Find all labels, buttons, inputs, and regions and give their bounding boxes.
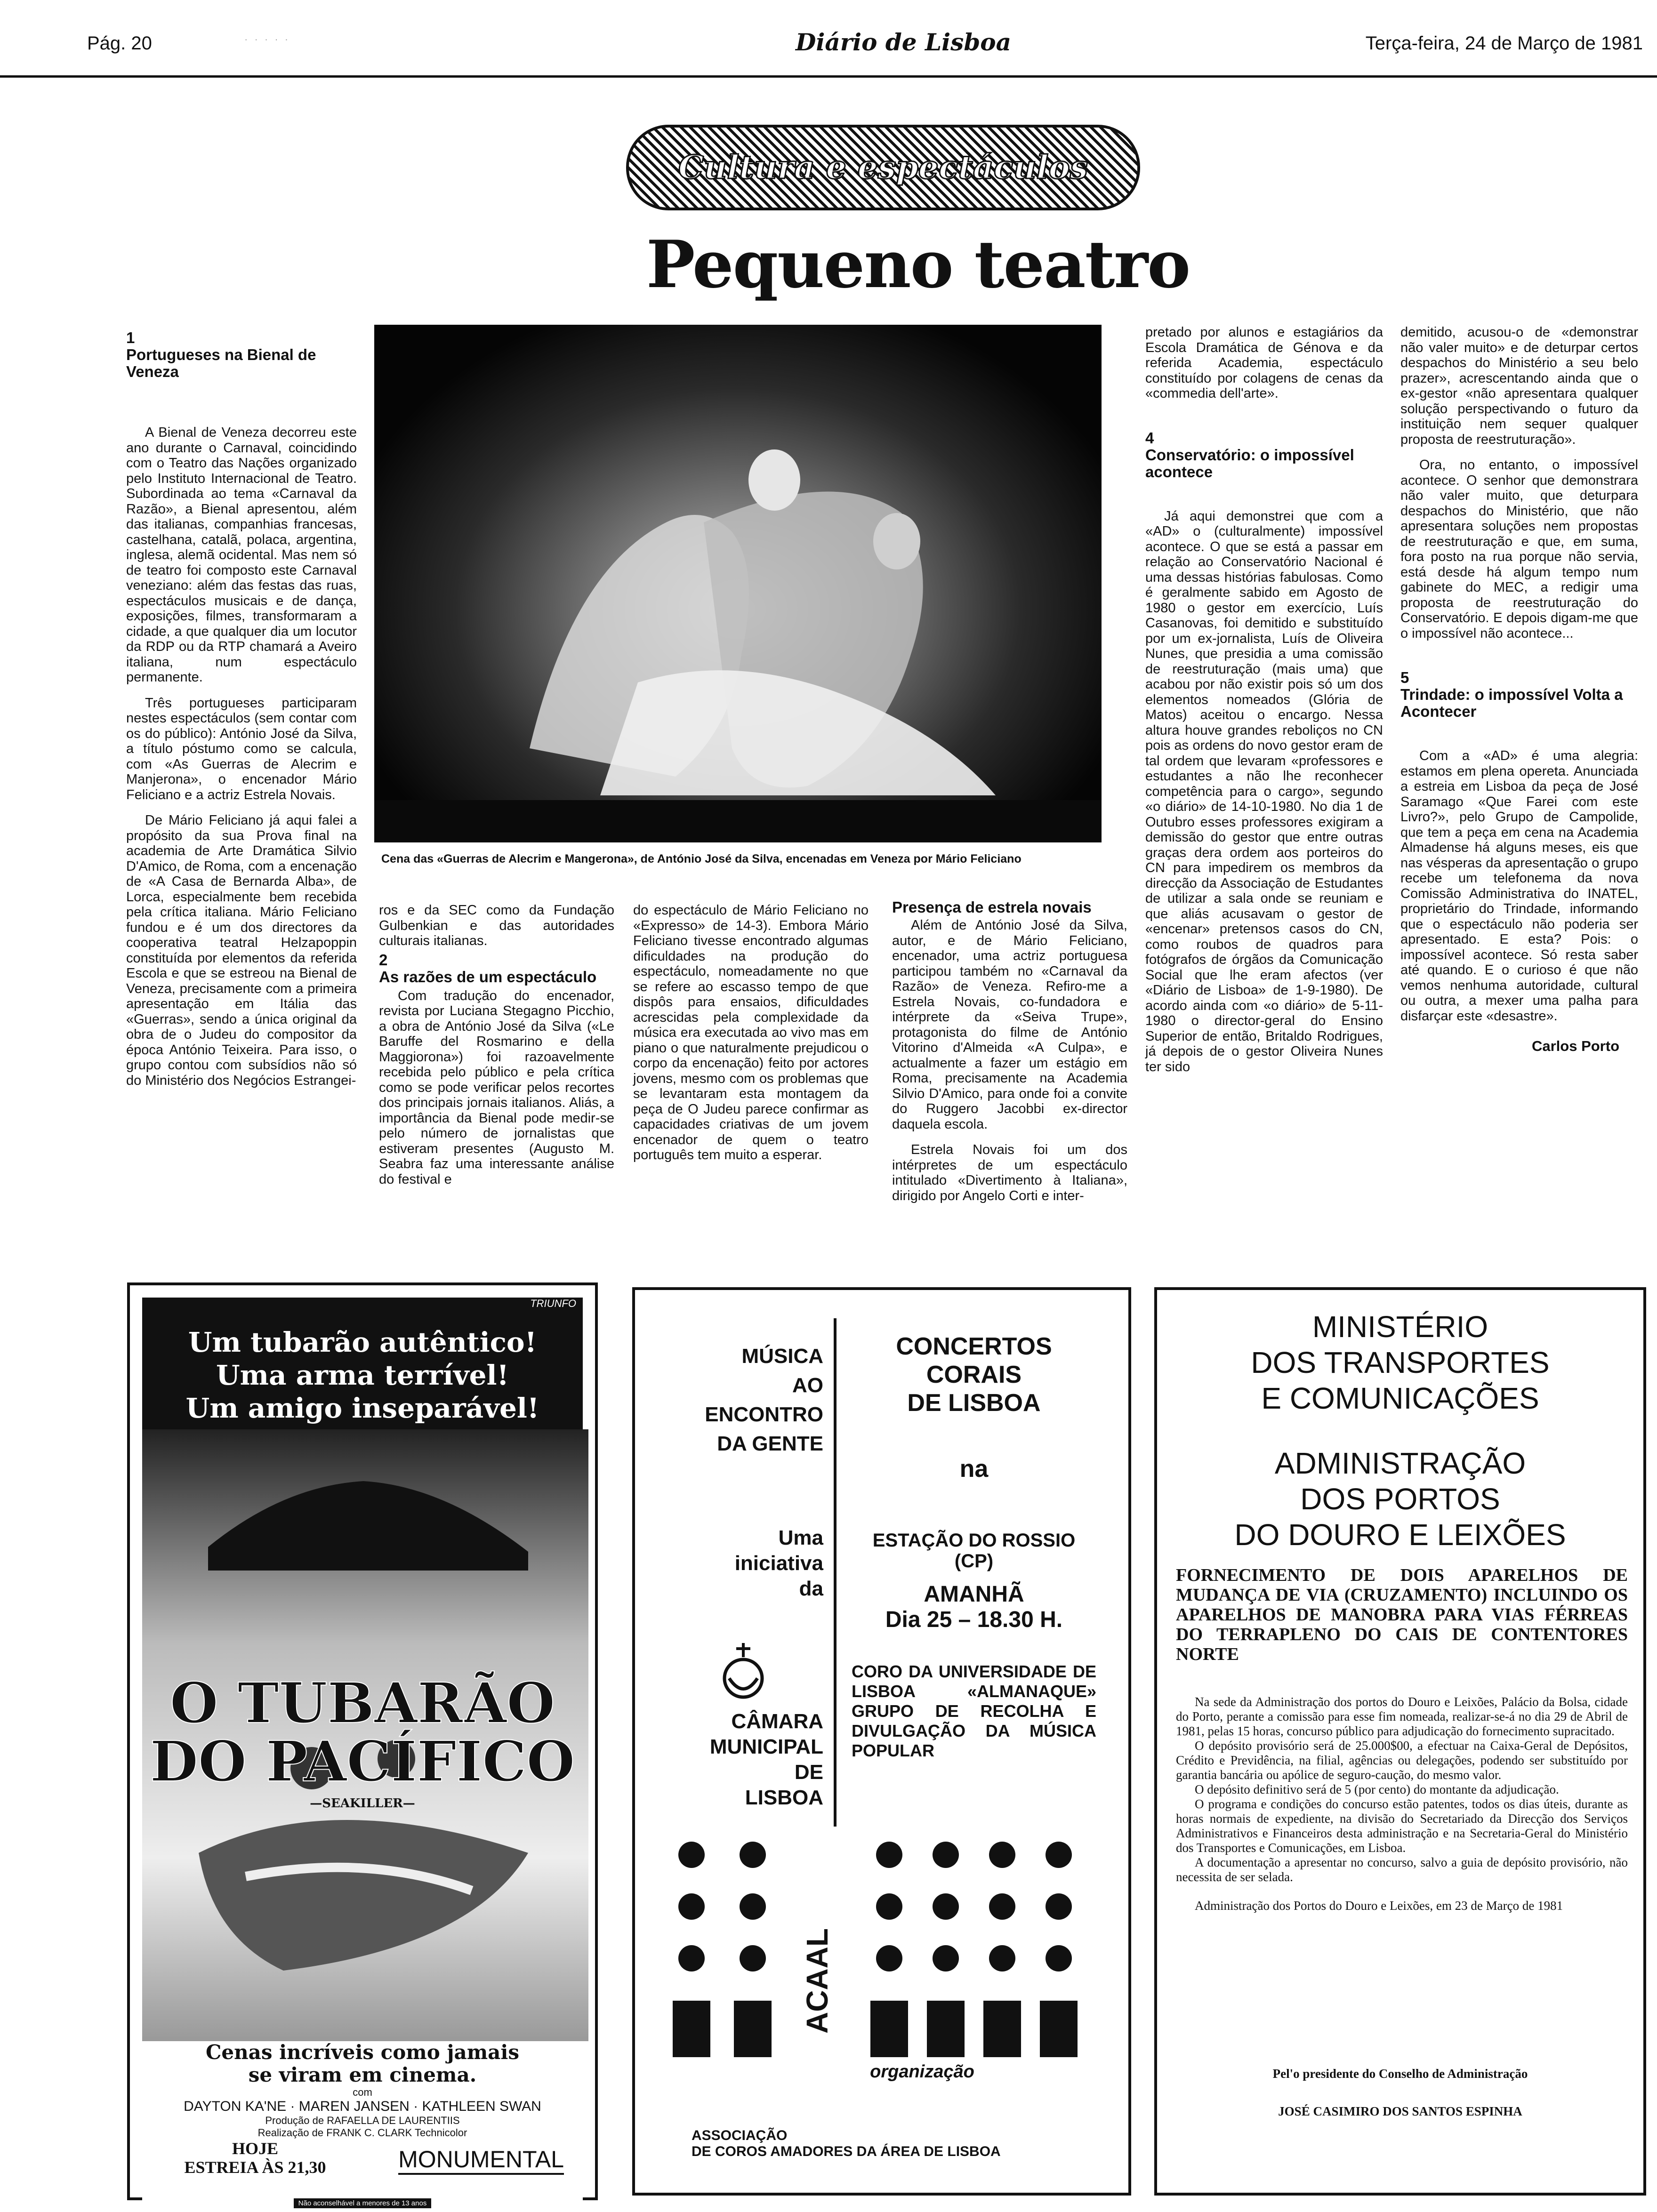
campaign-title-line: DA GENTE [717, 1432, 823, 1455]
campaign-title [687, 1342, 823, 1459]
film-poster [142, 1298, 583, 2207]
film-title [142, 1670, 583, 1794]
na-label: na [959, 1455, 989, 1483]
choir-figure-body [870, 2001, 908, 2057]
tagline: Um amigo inseparável! [185, 1392, 539, 1424]
concert-advertisement [632, 1287, 1131, 2196]
paragraph: ros e da SEC como da Fundação Gulbenkian e das autoridades culturais italianas. [379, 903, 614, 948]
choir-figures-icon [663, 1836, 1106, 2062]
paragraph: Estrela Novais foi um dos intérpretes de um espectáculo intitulado «Divertimento à Italiana», dirigido por Angelo Corti e inter- [892, 1142, 1127, 1203]
campaign-title-line: MÚSICA [741, 1345, 823, 1368]
subheading-1 [126, 329, 357, 380]
city-council [687, 1709, 823, 1811]
film-taglines [142, 1326, 583, 1425]
subheading-4 [1145, 430, 1383, 481]
tender-body [1176, 1695, 1628, 1913]
campaign-title-line: ENCONTRO [705, 1403, 823, 1426]
section-title: Cultura e espectáculos [678, 149, 1088, 186]
administration-line: DOS PORTOS [1300, 1482, 1500, 1516]
venue-line: ESTAÇÃO DO ROSSIO [872, 1530, 1076, 1551]
city-council-line: MUNICIPAL [709, 1735, 823, 1758]
film-slogan [142, 2041, 583, 2086]
paragraph: pretado por alunos e estagiários da Escola Dramática de Génova e da referida Academia, espectáculo constituído por colagens de cenas da «commedia dell'arte». [1145, 325, 1383, 401]
concert-venue [842, 1530, 1106, 1571]
paragraph: O depósito definitivo será de 5 (por cento) do montante da adjudicação. [1195, 1782, 1559, 1796]
film-credits-panel [142, 2041, 583, 2211]
subheading-title: As razões de um espectáculo [379, 968, 597, 986]
choir-figure-head [989, 1842, 1015, 1868]
headline: Pequeno teatro [646, 226, 1190, 303]
signatory: JOSÉ CASIMIRO DOS SANTOS ESPINHA [1278, 2104, 1522, 2118]
city-council-line: DE [794, 1761, 823, 1784]
initiative-line: da [799, 1577, 823, 1600]
administration-line: ADMINISTRAÇÃO [1274, 1446, 1526, 1480]
choir-figure-body [673, 2001, 710, 2057]
paragraph: Além de António José da Silva, autor, e de Mário Feliciano, encenador, uma actriz portuguesa participou também no «Carnaval da Razão» de Veneza. Refiro-me a Estrela Novais, co-fundadora e intérprete da «Seiva Trupe», protagonista do filme de António Vitorino d'Almeida «A Culpa», e actualmente a fazer um estágio em Roma, precisamente na Academia Silvio D'Amico, para onde foi a convite do Ruggero Jacobbi ex-director daquela escola. [892, 918, 1127, 1132]
film-title-line: O TUBARÃO [169, 1670, 555, 1736]
article-column-6 [1400, 325, 1638, 1055]
choir-figure-head [678, 1893, 705, 1920]
paragraph: O programa e condições do concurso estão patentes, todos os dias úteis, durante as horas normais de expediente, na divisão do Secretariado da Direcção dos Serviços Administrativos e Financeiros desta administração e na Secretaria-Geral do Ministério dos Transportes e Comunicações, em Lisboa. [1176, 1797, 1628, 1855]
article-column-1 [126, 329, 357, 1088]
subheading-3: Presença de estrela novais [892, 898, 1092, 916]
choir-figure-head [933, 1893, 959, 1920]
paragraph: Já aqui demonstrei que com a «AD» o (culturalmente) impossível acontece. O que se está a passar em relação ao Conservatório Nacional é uma dessas histórias fabulosas. Como é geralmente sabido em Agosto de 1980 o gestor em exercício, Luís Casanovas, foi demitido e substituído por um ex-jornalista, Luís de Oliveira Nunes, que presidia a uma comissão de reestruturação (mais uma) que acabou por não existir pois só um dos elementos nomeados (Glória de Matos) aceitou o encargo. Nessa altura houve grandes reboliços no CN pois as ordens do novo gestor eram de tal ordem que levaram «professores e estudantes a não lhe reconhecer competência para o cargo», segundo «o diário» de 14-10-1980. No dia 1 de Outubro esses professores exigiram a demissão do gestor que entre outras graças dera ordem aos porteiros do CN para impedirem os membros da direcção da Associação de Estudantes de utilizar a sala onde se reuniam e que aliás acusavam o gestor de «encenar» pretensos casos do CN, como roubos de quadros para fotógrafos de órgãos da Comunicação Social que lhe eram afectos (ver «Diário de Lisboa» de 1-9-1980). De acordo ainda com «o diário» de 5-11-1980 o director-geral do Ensino Superior de então, Britaldo Rodrigues, já depois de o gestor Oliveira Nunes ter sido [1145, 508, 1383, 1074]
subheading-title: Conservatório: o impossível acontece [1145, 446, 1354, 481]
print-smudge: ˙ ˙ ˙ ˙ ˙ [245, 38, 291, 49]
campaign-title-line: AO [792, 1374, 823, 1397]
signed-by: Pel'o presidente do Conselho de Administração [1272, 2067, 1528, 2081]
subheading-number: 5 [1400, 669, 1409, 686]
lisbon-coat-of-arms-icon [715, 1638, 772, 1704]
tagline: Uma arma terrível! [216, 1359, 509, 1391]
tagline: Um tubarão autêntico! [188, 1326, 537, 1358]
concert-title-line: CONCERTOS [896, 1333, 1052, 1360]
article-column-4 [892, 899, 1127, 1203]
choir-figure-head [678, 1842, 705, 1868]
organizer-name [692, 2128, 1115, 2160]
slogan-line: se viram em cinema. [248, 2063, 477, 2086]
tender-notice [1154, 1287, 1646, 2196]
organizer-line: DE COROS AMADORES DA ÁREA DE LISBOA [692, 2144, 1001, 2159]
city-council-line: LISBOA [745, 1786, 823, 1809]
article-column-2 [379, 903, 614, 1187]
choir-figure-head [740, 1945, 766, 1972]
choir-figure-head [1046, 1893, 1072, 1920]
film-cast: DAYTON KA'NE · MAREN JANSEN · KATHLEEN SWAN [184, 2099, 541, 2114]
paragraph: do espectáculo de Mário Feliciano no «Expresso» de 14-3). Embora Mário Feliciano tivesse encontrado algumas dificuldades na produção do espectáculo, nomeadamente no que se refere ao escasso tempo de que dispôs para ensaios, dificuldades acrescidas pela complexidade da música era executada ao vivo mas em piano o que naturalmente prejudicou o corpo da encenação) feito por actores jovens, mesmo com os problemas que se levantaram esta montagem da peça de O Judeu parece confirmar as capacidades criativas de um jovem encenador de quem o teatro português tem muito a esperar. [633, 903, 869, 1162]
choir-figure-head [933, 1945, 959, 1972]
choir-figure-head [1046, 1945, 1072, 1972]
subheading-title: Portugueses na Bienal de Veneza [126, 346, 316, 380]
concert-title-line: CORAIS [926, 1361, 1022, 1388]
paragraph: Na sede da Administração dos portos do Douro e Leixões, Palácio da Bolsa, cidade do Porto, perante a comissão para esse fim nomeada, realizar-se-á no dia 29 de Abril de 1981, pelas 15 horas, concurso público para adjudicação do fornecimento supracitado. [1176, 1695, 1628, 1738]
concert-title [842, 1332, 1106, 1417]
paragraph: De Mário Feliciano já aqui falei a propósito da sua Prova final na academia de Arte Dramática Silvio D'Amico, de Roma, com a encenação de «A Casa de Bernarda Alba», de Lorca, especialmente bem recebida pela crítica italiana. Mário Feliciano fundou e é um dos directores da cooperativa teatral Helzapoppin constituída por elementos da referida Escola e que se estreou na Bienal de Veneza, precisamente com a primeira apresentação em Itália das «Guerras», sendo a única original da obra de o Judeu do compositor da época António Teixeira. Para isso, o grupo contou com subsídios não só do Ministério dos Negócios Estrangei- [126, 813, 357, 1088]
administration-name [1157, 1445, 1643, 1553]
choir-figure-head [740, 1893, 766, 1920]
paragraph: Ora, no entanto, o impossível acontece. O senhor que demonstrara não valer muito, que deturpara despachos do Ministério, que não apresentara soluções nem propostas de reestruturação e que, em suma, fora posto na rua porque não servia, está desde há algum tempo num gabinete do MEC, a redigir uma proposta de reestruturação do Conservatório. E depois digam-me que o impossível não acontece... [1400, 457, 1638, 641]
ministry-line: MINISTÉRIO [1312, 1310, 1488, 1344]
today-label: HOJE [232, 2139, 278, 2158]
masthead [0, 14, 1657, 78]
film-title-line: DO PACÍFICO [150, 1729, 575, 1794]
organizer-line: ASSOCIAÇÃO [692, 2128, 788, 2143]
paragraph: Com a «AD» é uma alegria: estamos em plena opereta. Anunciada a estreia em Lisboa da peça de José Saramago «Que Farei com este Livro?», pelo Grupo de Campolide, que tem a peça em cena na Academia Almadense há alguns meses, eis que nas vésperas da apresentação o grupo recebe um telefonema da nova Comissão Administrativa do INATEL, proprietário do Trindade, informando que o espectáculo não poderia ser apresentado. E esta? Pois: o impossível acontece. Só resta saber até quando. E o curioso é que não vemos nenhuma autoridade, cultural ou outra, a mexer uma palha para disfarçar este «desastre». [1400, 748, 1638, 1024]
initiative-line: iniciativa [734, 1552, 823, 1575]
choir-figure-body [927, 2001, 965, 2057]
subheading-number: 1 [126, 329, 135, 346]
choir-figure-body [1040, 2001, 1078, 2057]
theatre-scene-image [374, 325, 1102, 842]
concert-title-line: DE LISBOA [907, 1389, 1041, 1417]
with-label: com [353, 2086, 372, 2098]
slogan-line: Cenas incríveis como jamais [206, 2041, 519, 2064]
author-byline: Carlos Porto [1531, 1038, 1619, 1054]
article-photo [374, 325, 1102, 842]
film-producer: Produção de RAFAELLA DE LAURENTIIS [265, 2115, 460, 2126]
city-council-line: CÂMARA [731, 1710, 823, 1733]
choir-figure-head [740, 1842, 766, 1868]
venue-line: (CP) [954, 1551, 994, 1571]
choir-figure-head [989, 1945, 1015, 1972]
section-banner [626, 125, 1140, 210]
administration-line: DO DOURO E LEIXÕES [1234, 1518, 1566, 1552]
film-director: Realização de FRANK C. CLARK Technicolor [257, 2127, 467, 2139]
choir-figure-head [1046, 1842, 1072, 1868]
paragraph: Com tradução do encenador, revista por Luciana Stegagno Picchio, a obra de António José da Silva («Le Baruffe del Rosmarino e della Maggiorona») foi razoavelmente recebida pelo público e pela crítica como se pode verificar pelos recortes dos principais jornais italianos. Aliás, a importância da Bienal pode medir-se pelo número de jornalistas que estiveram presentes (Augusto M. Seabra faz uma interessante análise do festival e [379, 988, 614, 1187]
choir-figure-head [876, 1945, 902, 1972]
ministry-line: E COMUNICAÇÕES [1261, 1381, 1539, 1415]
choir-figure-head [678, 1945, 705, 1972]
ministry-line: DOS TRANSPORTES [1251, 1346, 1550, 1379]
paragraph: A documentação a apresentar no concurso, salvo a guia de depósito provisório, não necessita de ser selada. [1176, 1855, 1628, 1884]
issue-date: Terça-feira, 24 de Março de 1981 [1365, 33, 1643, 54]
subheading-number: 2 [379, 951, 388, 969]
subheading-2 [379, 952, 614, 986]
datetime-line: AMANHÃ [924, 1582, 1024, 1607]
distributor-label: TRIUNFO [530, 1298, 576, 1309]
performing-choirs: CORO DA UNIVERSIDADE DE LISBOA «ALMANAQUE» GRUPO DE RECOLHA E DIVULGAÇÃO DA MÚSICA POPULAR [852, 1662, 1096, 1760]
choir-figure-body [734, 2001, 772, 2057]
dateline: Administração dos Portos do Douro e Leixões, em 23 de Março de 1981 [1195, 1899, 1563, 1913]
article-column-5 [1145, 325, 1383, 1074]
subheading-5 [1400, 669, 1638, 720]
cinema-name: MONUMENTAL [398, 2146, 564, 2175]
ministry-name [1157, 1309, 1643, 1416]
subheading-number: 4 [1145, 429, 1154, 447]
screening-info [170, 2139, 340, 2177]
paragraph: A Bienal de Veneza decorreu este ano durante o Carnaval, coincidindo com o Teatro das Nações organizado pelo Instituto Internacional de Teatro. Subordinada ao tema «Carnaval da Razão», a Bienal apresentou, além das italianas, companhias francesas, castelhana, catalã, polaca, argentina, inglesa, alemã ocidental. Mas nem só de teatro foi composto este Carnaval veneziano: além das festas das ruas, espectáculos musicais e de dança, exposições, filmes, transformaram a cidade, a que qualquer dia um locutor da RDP ou da RTP chamará a Aveiro italiana, num espectáculo permanente. [126, 425, 357, 685]
original-title: —SEAKILLER— [310, 1796, 415, 1811]
initiative-label [687, 1525, 823, 1602]
choir-figure-body [983, 2001, 1021, 2057]
photo-caption: Cena das «Guerras de Alecrim e Mangerona», de António José da Silva, encenadas em Veneza por Mário Feliciano [381, 852, 1022, 866]
organization-label: organização [870, 2062, 974, 2082]
choir-figure-head [876, 1893, 902, 1920]
concert-datetime [842, 1582, 1106, 1633]
datetime-line: Dia 25 – 18.30 H. [885, 1607, 1063, 1632]
subheading-title: Trindade: o impossível Volta a Acontecer [1400, 686, 1623, 720]
page-number: Pág. 20 [87, 33, 152, 54]
vertical-divider [834, 1318, 837, 1827]
tender-subject: FORNECIMENTO DE DOIS APARELHOS DE MUDANÇA DE VIA (CRUZAMENTO) INCLUINDO OS APARELHOS DE MANOBRA PARA VIAS FÉRREAS DO TERRAPLENO DO CAIS DE CONTENTORES NORTE [1176, 1565, 1628, 1664]
paragraph: Três portugueses participaram nestes espectáculos (sem contar com os do público): António José da Silva, a título póstumo como se calcula, com «As Guerras de Alecrim e Manjerona», o encenador Mário Feliciano e a actriz Estrela Novais. [126, 695, 357, 802]
premiere-time: ESTREIA ÀS 21,30 [184, 2158, 326, 2177]
article-column-3 [633, 903, 869, 1163]
age-rating: Não aconselhável a menores de 13 anos [294, 2198, 432, 2208]
paragraph: O depósito provisório será de 25.000$00, a efectuar na Caixa-Geral de Depósitos, Crédito e Previdência, na filial, agências ou delegações, podendo ser substituído por garantia bancária ou apólice de seguro-caução, do mesmo valor. [1176, 1739, 1628, 1782]
choir-figure-head [989, 1893, 1015, 1920]
acaal-logo-text: ACAAL [800, 1892, 828, 2034]
film-advertisement [127, 1282, 598, 2207]
choir-figure-head [933, 1842, 959, 1868]
acaal-logo [663, 1836, 1106, 2071]
choir-figure-head [876, 1842, 902, 1868]
paragraph: demitido, acusou-o de «demonstrar não valer muito» e de deturpar certos despachos do Ministério a seu belo prazer», acrescentando ainda que o ex-gestor «não apresentara qualquer solução perspectivando o futuro da instituição nem sequer qualquer proposta de reestruturação». [1400, 325, 1638, 447]
newspaper-logo: Diário de Lisboa [796, 28, 1012, 56]
initiative-line: Uma [778, 1526, 823, 1549]
